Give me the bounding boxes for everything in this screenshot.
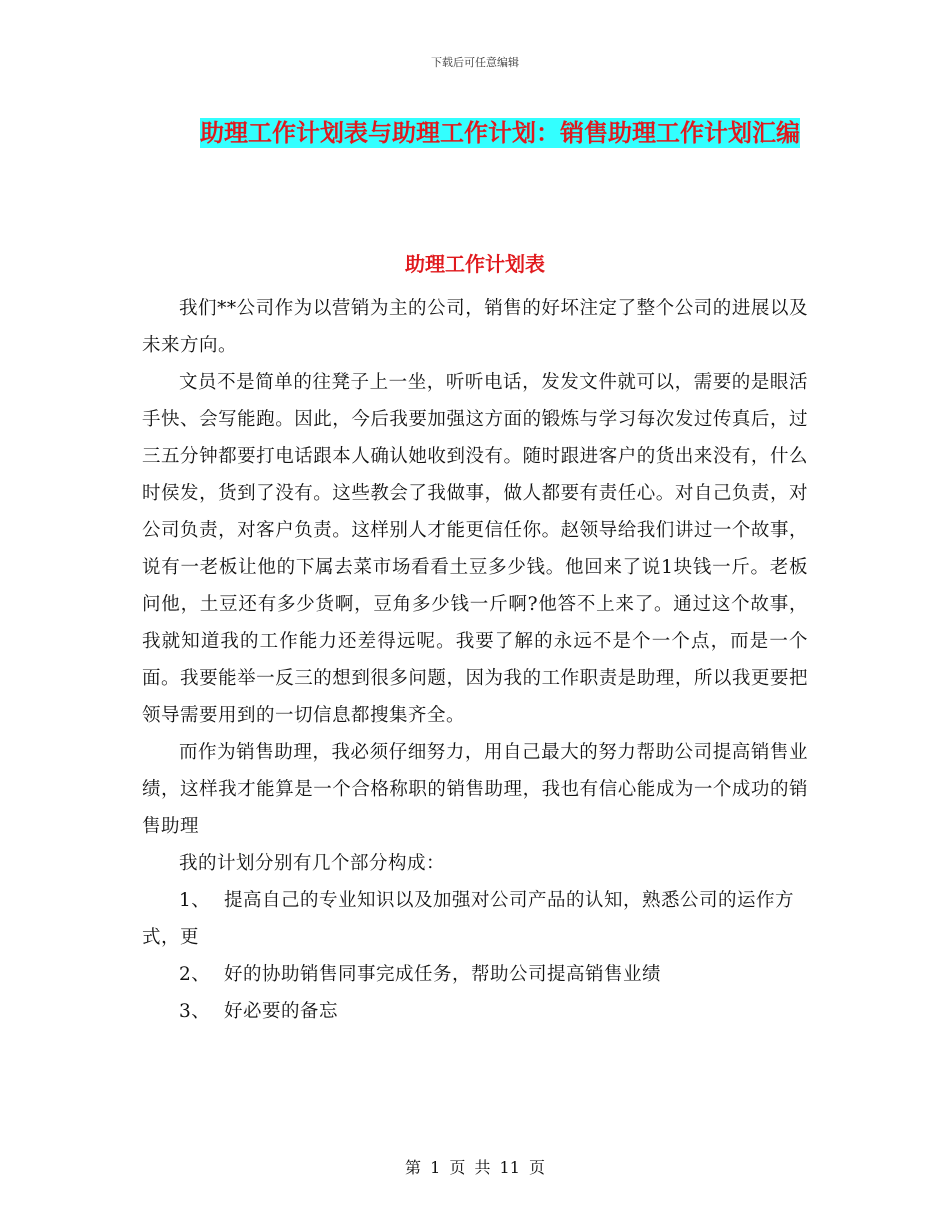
list-item	[142, 993, 808, 1030]
paragraph-sales-assistant: 而作为销售助理，我必须仔细努力，用自己最大的努力帮助公司提高销售业绩，这样我才能算是一个合格称职的销售助理，我也有信心能成为一个成功的销售助理	[142, 742, 808, 837]
list-text: 提高自己的专业知识以及加强对公司产品的认知，熟悉公司的运作方式，更	[142, 890, 795, 948]
list-item	[142, 882, 808, 956]
list-number: 1、	[179, 890, 211, 911]
page-footer: 第 1 页 共 11 页	[405, 1158, 545, 1177]
paragraph-intro: 我们**公司作为以营销为主的公司，销售的好坏注定了整个公司的进展以及未来方向。	[142, 298, 808, 356]
list-text: 好的协助销售同事完成任务，帮助公司提高销售业绩	[224, 964, 662, 985]
document-title-text: 助理工作计划表与助理工作计划：销售助理工作计划汇编	[200, 119, 800, 147]
document-body	[142, 290, 808, 1030]
paragraph-plan-intro: 我的计划分别有几个部分构成：	[179, 853, 446, 874]
list-number: 3、	[179, 1001, 211, 1022]
document-title	[190, 113, 810, 153]
list-item	[142, 956, 808, 993]
list-text: 好必要的备忘	[224, 1001, 339, 1022]
list-number: 2、	[179, 964, 211, 985]
header-note: 下载后可任意编辑	[431, 56, 519, 69]
paragraph-clerk-duties: 文员不是简单的往凳子上一坐，听听电话，发发文件就可以，需要的是眼活手快、会写能跑。因此，今后我要加强这方面的锻炼与学习每次发过传真后，过三五分钟都要打电话跟本人确认她收到没有。随时跟进客户的货出来没有，什么时侯发，货到了没有。这些教会了我做事，做人都要有责任心。对自己负责，对公司负责，对客户负责。这样别人才能更信任你。赵领导给我们讲过一个故事，说有一老板让他的下属去菜市场看看土豆多少钱。他回来了说1块钱一斤。老板问他，土豆还有多少货啊，豆角多少钱一斤啊?他答不上来了。通过这个故事，我就知道我的工作能力还差得远呢。我要了解的永远不是个一个点，而是一个面。我要能举一反三的想到很多问题，因为我的工作职责是助理，所以我更要把领导需要用到的一切信息都搜集齐全。	[142, 372, 808, 726]
section-title: 助理工作计划表	[405, 252, 545, 276]
